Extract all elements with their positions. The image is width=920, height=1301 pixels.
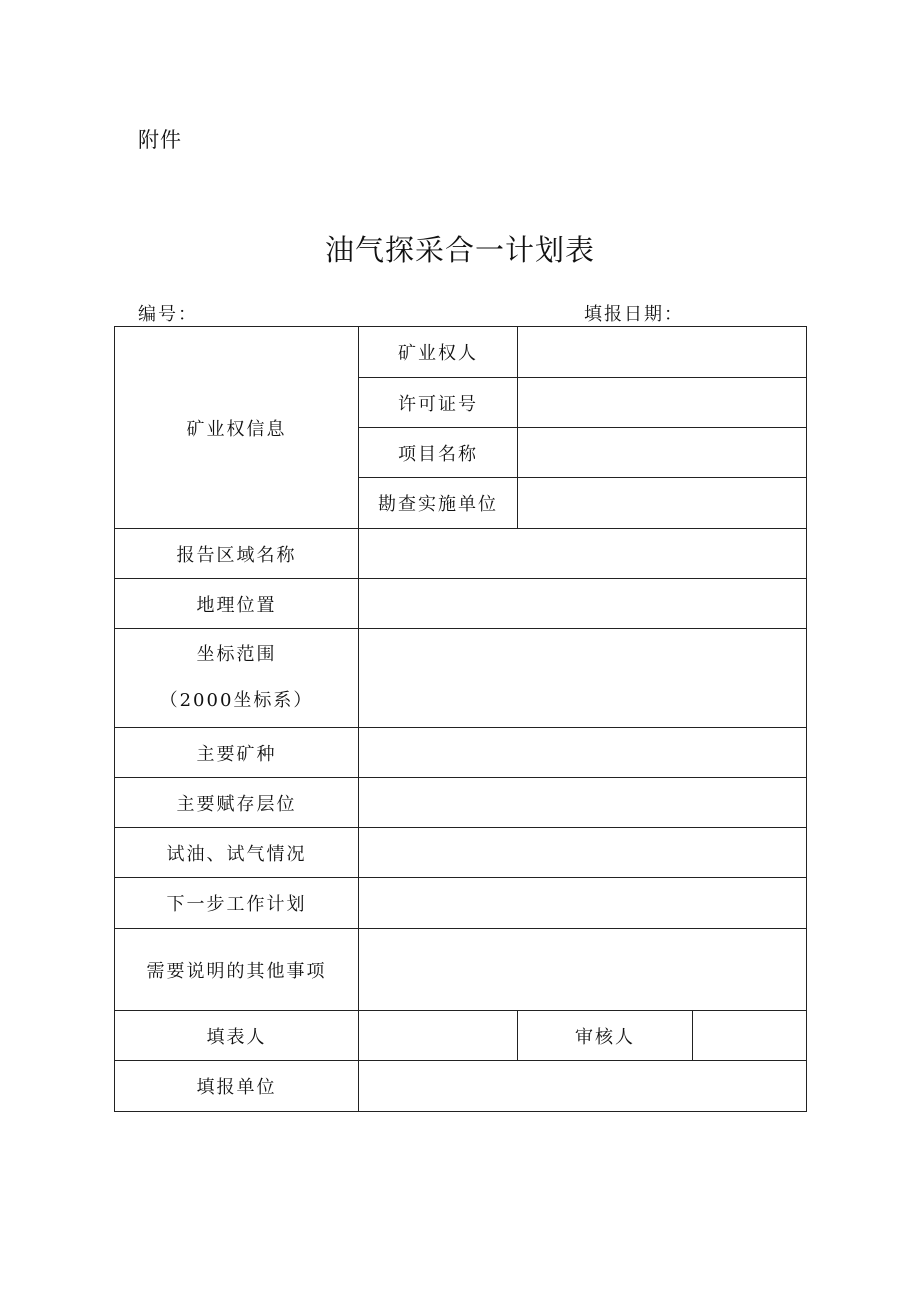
rights-holder-field[interactable] xyxy=(518,327,807,378)
next-plan-field[interactable] xyxy=(359,878,807,929)
reviewer-label: 审核人 xyxy=(518,1011,693,1061)
report-area-label: 报告区域名称 xyxy=(115,529,359,579)
filler-field[interactable] xyxy=(359,1011,518,1061)
plan-form-table xyxy=(114,326,807,1112)
project-name-field[interactable] xyxy=(518,428,807,478)
main-layer-label: 主要赋存层位 xyxy=(115,778,359,828)
main-layer-field[interactable] xyxy=(359,778,807,828)
filler-label: 填表人 xyxy=(115,1011,359,1061)
next-plan-label: 下一步工作计划 xyxy=(115,878,359,929)
project-name-label: 项目名称 xyxy=(359,428,518,478)
reviewer-field[interactable] xyxy=(693,1011,807,1061)
test-status-label: 试油、试气情况 xyxy=(115,828,359,878)
page-title: 油气探采合一计划表 xyxy=(324,233,595,267)
reporting-unit-field[interactable] xyxy=(359,1061,807,1112)
fill-date-label: 填报日期： xyxy=(584,304,684,325)
geo-location-label: 地理位置 xyxy=(115,579,359,629)
attachment-label: 附件 xyxy=(138,128,182,152)
coord-range-field[interactable] xyxy=(359,629,807,728)
rights-holder-label: 矿业权人 xyxy=(359,327,518,378)
test-status-field[interactable] xyxy=(359,828,807,878)
survey-unit-field[interactable] xyxy=(518,478,807,529)
survey-unit-label: 勘查实施单位 xyxy=(359,478,518,529)
other-items-field[interactable] xyxy=(359,929,807,1011)
license-number-field[interactable] xyxy=(518,378,807,428)
mining-rights-info-label: 矿业权信息 xyxy=(115,327,359,529)
coord-range-label: 坐标范围 xyxy=(196,644,277,665)
serial-number-label: 编号： xyxy=(138,304,198,325)
coord-system-label: （2000坐标系） xyxy=(159,690,314,711)
geo-location-field[interactable] xyxy=(359,579,807,629)
main-mineral-field[interactable] xyxy=(359,728,807,778)
report-area-field[interactable] xyxy=(359,529,807,579)
main-mineral-label: 主要矿种 xyxy=(115,728,359,778)
other-items-label: 需要说明的其他事项 xyxy=(115,929,359,1011)
license-number-label: 许可证号 xyxy=(359,378,518,428)
coord-range-cell xyxy=(115,629,359,728)
reporting-unit-label: 填报单位 xyxy=(115,1061,359,1112)
